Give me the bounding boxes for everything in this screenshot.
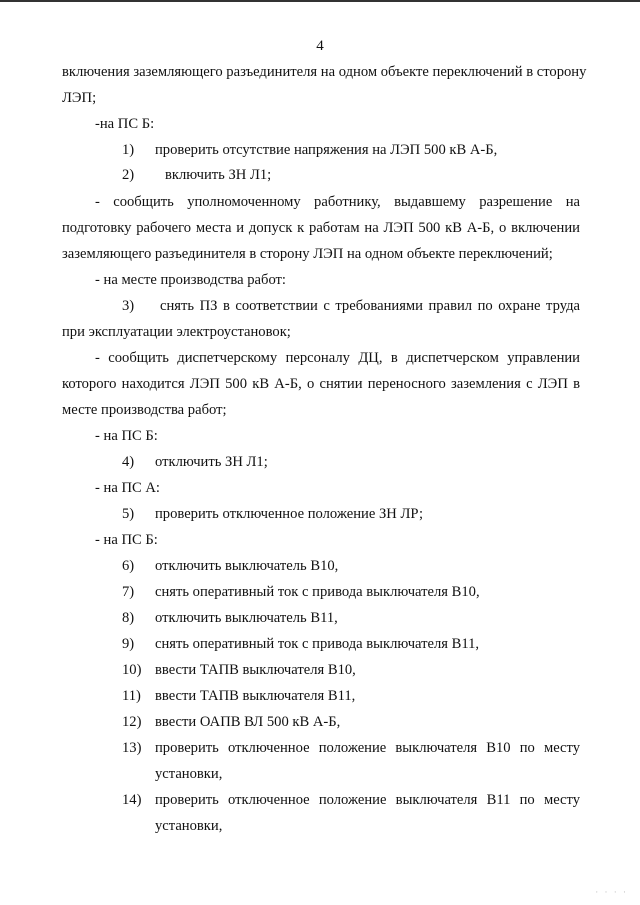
section-heading: - на ПС Б: xyxy=(95,532,158,548)
list-item-text: ввести ОАПВ ВЛ 500 кВ А-Б, xyxy=(155,714,341,730)
list-item-text: при эксплуатации электроустановок; xyxy=(62,324,291,340)
list-item-number: 12) xyxy=(122,714,142,730)
list-item-number: 14) xyxy=(122,792,142,808)
page-number: 4 xyxy=(316,38,324,54)
text-line: ЛЭП; xyxy=(62,90,97,106)
section-heading: - на ПС Б: xyxy=(95,428,158,444)
list-item-text: проверить отключенное положение выключателя В11 по месту xyxy=(155,792,580,808)
list-item-number: 9) xyxy=(122,636,135,652)
text-line: - сообщить диспетчерскому персоналу ДЦ, в диспетчерском управлении xyxy=(95,350,580,366)
list-item-number: 11) xyxy=(122,688,141,704)
list-item-text: проверить отключенное положение выключателя В10 по месту xyxy=(155,740,580,756)
scan-top-edge xyxy=(0,0,640,2)
section-heading: - на месте производства работ: xyxy=(95,272,286,288)
list-item-number: 7) xyxy=(122,584,135,600)
list-item-text: установки, xyxy=(155,766,223,782)
list-item-text: ввести ТАПВ выключателя В10, xyxy=(155,662,356,678)
list-item-number: 6) xyxy=(122,558,135,574)
list-item-number: 10) xyxy=(122,662,142,678)
list-item-number: 13) xyxy=(122,740,142,756)
list-item-number: 3) xyxy=(122,298,135,314)
list-item-text: отключить выключатель В10, xyxy=(155,558,339,574)
text-line: которого находится ЛЭП 500 кВ А-Б, о снятии переносного заземления с ЛЭП в xyxy=(62,376,580,392)
list-item-number: 5) xyxy=(122,506,135,522)
list-item-text: проверить отсутствие напряжения на ЛЭП 500 кВ А-Б, xyxy=(155,142,498,158)
list-item-text: проверить отключенное положение ЗН ЛР; xyxy=(155,506,424,522)
section-heading: - на ПС А: xyxy=(95,480,160,496)
list-item-number: 8) xyxy=(122,610,135,626)
list-item-text: ввести ТАПВ выключателя В11, xyxy=(155,688,356,704)
list-item-text: отключить ЗН Л1; xyxy=(155,454,268,470)
text-line: включения заземляющего разъединителя на одном объекте переключений в сторону xyxy=(62,64,587,80)
text-line: месте производства работ; xyxy=(62,402,227,418)
list-item-number: 1) xyxy=(122,142,135,158)
list-item-number: 2) xyxy=(122,167,135,183)
list-item-text: отключить выключатель В11, xyxy=(155,610,338,626)
list-item-text: включить ЗН Л1; xyxy=(165,167,272,183)
scan-artifact: · · · · xyxy=(595,887,628,897)
text-line: подготовку рабочего места и допуск к работам на ЛЭП 500 кВ А-Б, о включении xyxy=(62,220,580,236)
list-item-number: 4) xyxy=(122,454,135,470)
section-heading: -на ПС Б: xyxy=(95,116,155,132)
list-item-text: снять оперативный ток с привода выключателя В11, xyxy=(155,636,480,652)
text-line: - сообщить уполномоченному работнику, выдавшему разрешение на xyxy=(95,194,580,210)
list-item-text: установки, xyxy=(155,818,223,834)
text-line: заземляющего разъединителя в сторону ЛЭП на одном объекте переключений; xyxy=(62,246,553,262)
list-item-text: снять оперативный ток с привода выключателя В10, xyxy=(155,584,480,600)
list-item-text: снять ПЗ в соответствии с требованиями правил по охране труда xyxy=(160,298,580,314)
